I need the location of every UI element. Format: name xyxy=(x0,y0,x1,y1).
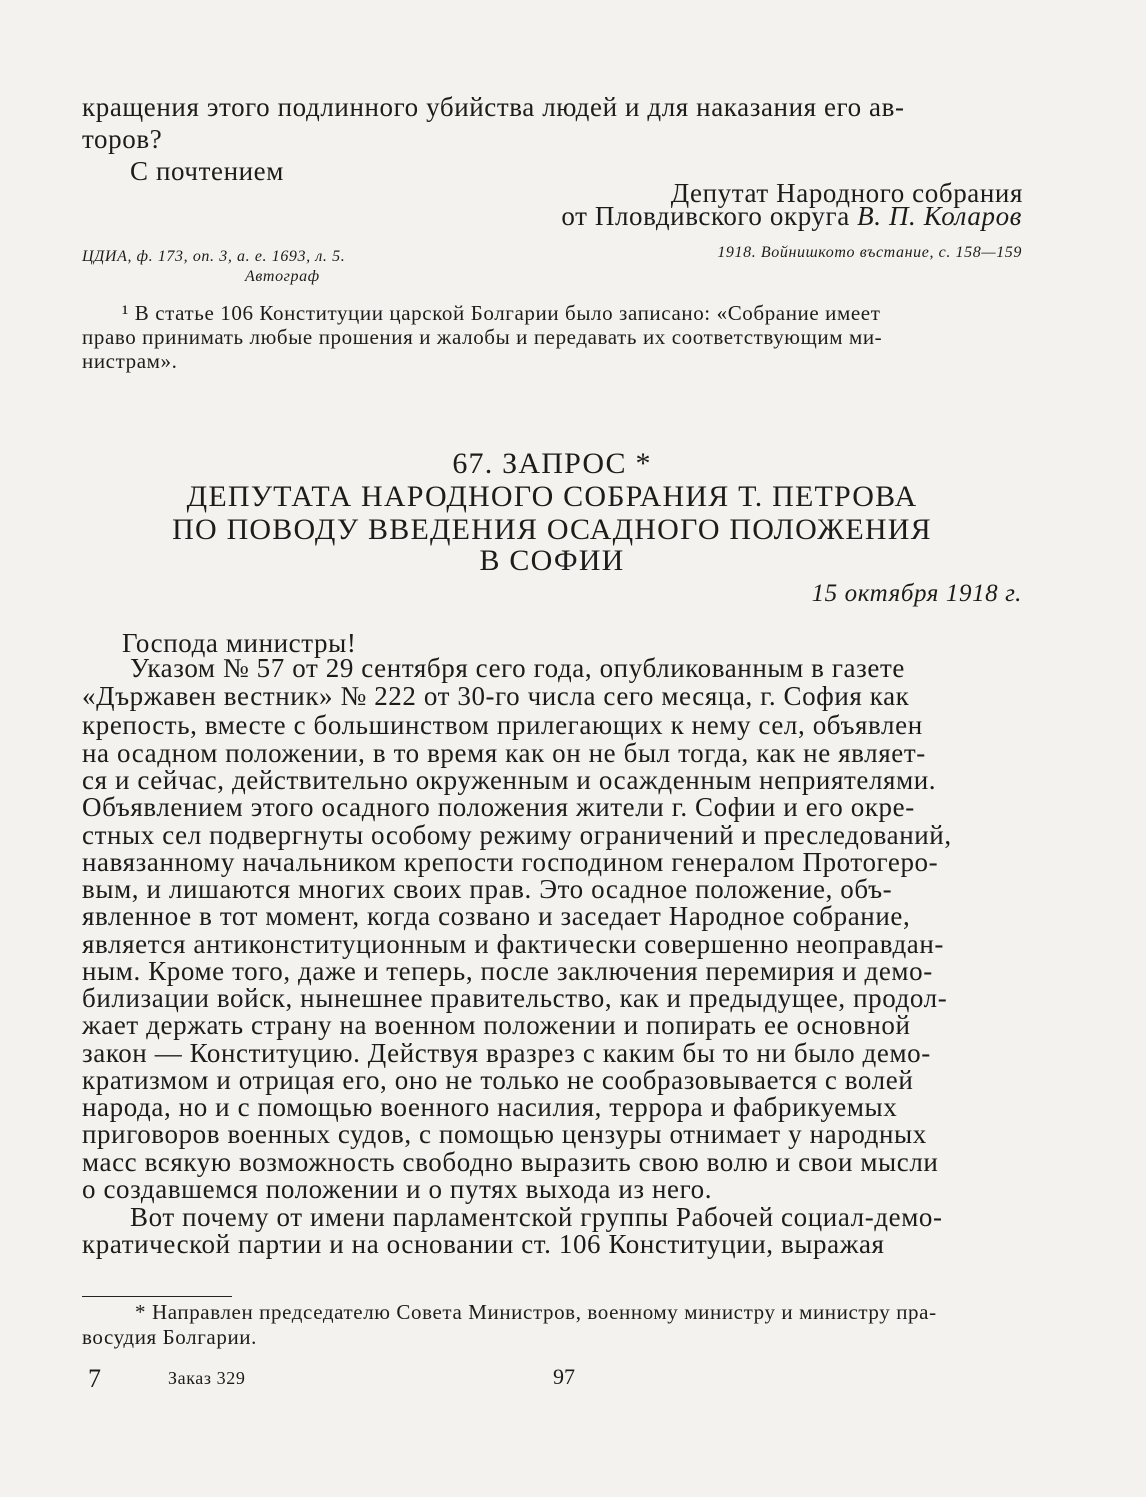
closing-phrase: С почтением xyxy=(130,156,284,186)
main-text-line: Указом № 57 от 29 сентября сего года, опубликованным в газете xyxy=(130,653,905,683)
main-text-line: жает держать страну на военном положении и попирать ее основной xyxy=(82,1010,911,1040)
footnote-star-line-2: восудия Болгарии. xyxy=(82,1325,257,1349)
main-text-line: стных сел подвергнуты особому режиму ограничений и преследований, xyxy=(82,820,952,850)
main-text-line: народа, но и с помощью военного насилия, террора и фабрикуемых xyxy=(82,1092,898,1122)
salutation: Господа министры! xyxy=(122,628,357,658)
order-number: Заказ 329 xyxy=(168,1368,246,1388)
main-text-line: билизации войск, нынешнее правительство, как и предыдущее, продол- xyxy=(82,983,948,1013)
footnote-1-line-1: ¹ В статье 106 Конституции царской Болгарии было записано: «Собрание имеет xyxy=(122,301,881,325)
main-text-line: Вот почему от имени парламентской группы Рабочей социал-демо- xyxy=(130,1202,943,1232)
main-text-line: вым, и лишаются многих своих прав. Это осадное положение, объ- xyxy=(82,874,893,904)
main-text-line: навязанному начальником крепости господином генералом Протогеро- xyxy=(82,847,939,877)
main-text-line: крепость, вместе с большинством прилегающих к нему сел, объявлен xyxy=(82,710,923,740)
footnote-star-line-1: * Направлен председателю Совета Министров, военному министру и министру пра- xyxy=(135,1300,937,1324)
archive-type: Автограф xyxy=(245,268,320,285)
footnote-1-line-3: нистрам». xyxy=(82,349,178,373)
document-title-line-3: В СОФИИ xyxy=(479,544,625,577)
main-text-line: закон — Конституцию. Действуя вразрез с каким бы то ни было демо- xyxy=(82,1038,931,1068)
archive-reference: ЦДИА, ф. 173, оп. 3, а. е. 1693, л. 5. xyxy=(82,248,346,265)
footnote-1-line-2: право принимать любые прошения и жалобы и передавать их соответствующим ми- xyxy=(82,325,883,349)
main-text-line: ся и сейчас, действительно окруженным и осажденным неприятелями. xyxy=(82,765,937,795)
main-text-line: масс всякую возможность свободно выразить свою волю и свои мысли xyxy=(82,1147,939,1177)
page-number: 97 xyxy=(553,1364,575,1389)
main-text-line: ным. Кроме того, даже и теперь, после заключения перемирия и демо- xyxy=(82,956,933,986)
publication-reference: 1918. Войнишкото въстание, с. 158—159 xyxy=(717,244,1022,261)
document-title-line-2: ПО ПОВОДУ ВВЕДЕНИЯ ОСАДНОГО ПОЛОЖЕНИЯ xyxy=(172,513,932,546)
footnote-divider xyxy=(82,1296,232,1297)
main-text-line: на осадном положении, в то время как он не был тогда, как не являет- xyxy=(82,738,926,768)
main-text-line: Объявлением этого осадного положения жители г. Софии и его окре- xyxy=(82,792,915,822)
signature-district: от Пловдивского округа xyxy=(561,201,858,231)
main-text-line: о создавшемся положении и о путях выхода из него. xyxy=(82,1174,713,1204)
main-text-line: является антиконституционным и фактически совершенно неоправдан- xyxy=(82,929,945,959)
document-title-line-1: ДЕПУТАТА НАРОДНОГО СОБРАНИЯ Т. ПЕТРОВА xyxy=(186,480,918,513)
main-text-line: приговоров военных судов, с помощью цензуры отнимает у народных xyxy=(82,1119,927,1149)
main-text-line: кратизмом и отрицая его, оно не только не сообразовывается с волей xyxy=(82,1065,914,1095)
document-date: 15 октября 1918 г. xyxy=(811,580,1022,607)
signature-mark: 7 xyxy=(88,1364,101,1393)
document-number: 67. ЗАПРОС * xyxy=(452,447,652,480)
top-text-line-2: торов? xyxy=(82,124,163,154)
signature-line xyxy=(561,201,1022,232)
signature-title: Депутат Народного собрания xyxy=(670,178,1023,208)
signature-name: В. П. Коларов xyxy=(857,201,1022,231)
main-text-line: кратической партии и на основании ст. 106 Конституции, выражая xyxy=(82,1229,885,1259)
main-text-line: «Държавен вестник» № 222 от 30-го числа сего месяца, г. София как xyxy=(82,681,910,711)
main-text-line: явленное в тот момент, когда созвано и заседает Народное собрание, xyxy=(82,901,911,931)
top-text-line-1: кращения этого подлинного убийства людей и для наказания его ав- xyxy=(82,92,905,122)
